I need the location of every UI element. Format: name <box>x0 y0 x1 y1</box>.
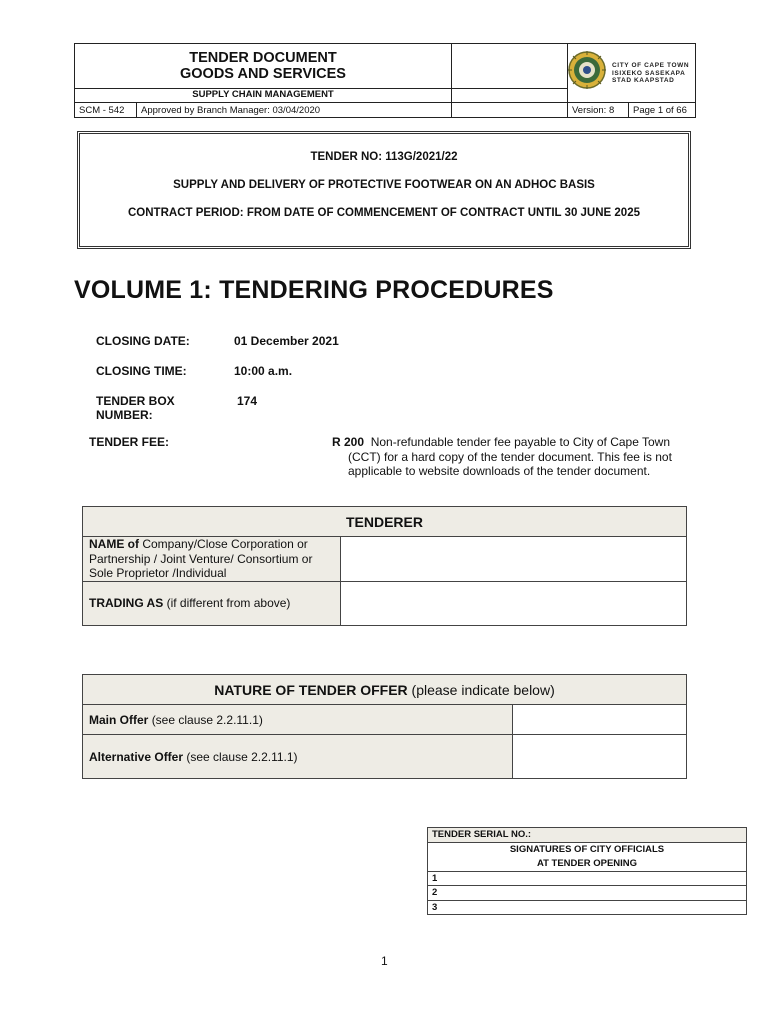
serial-number-table <box>427 827 747 915</box>
doc-code: SCM - 542 <box>79 105 125 116</box>
alternative-offer-label <box>83 735 513 779</box>
tender-fee-text-line2: (CCT) for a hard copy of the tender document. This fee is not <box>348 449 672 464</box>
tender-box-label <box>96 394 175 422</box>
tender-box-label-line1: TENDER BOX <box>96 394 175 408</box>
tender-box-label-line2: NUMBER: <box>96 408 153 422</box>
company-name-rest-3: Sole Proprietor /Individual <box>89 566 227 580</box>
page-number: 1 <box>381 954 388 968</box>
version-text: Version: 8 <box>572 105 615 116</box>
trading-as-rest: (if different from above) <box>166 596 291 610</box>
contract-period: CONTRACT PERIOD: FROM DATE OF COMMENCEMENT OF CONTRACT UNTIL 30 JUNE 2025 <box>128 207 640 219</box>
signature-row-1[interactable]: 1 <box>428 871 747 886</box>
tender-fee-label: TENDER FEE: <box>89 435 170 449</box>
closing-date-value: 01 December 2021 <box>234 334 339 348</box>
header-subtitle: SUPPLY CHAIN MANAGEMENT <box>192 89 334 100</box>
approval-text: Approved by Branch Manager: 03/04/2020 <box>141 105 321 116</box>
volume-title: VOLUME 1: TENDERING PROCEDURES <box>74 276 554 304</box>
tender-description: SUPPLY AND DELIVERY OF PROTECTIVE FOOTWEAR ON AN ADHOC BASIS <box>173 179 595 191</box>
signature-row-2[interactable]: 2 <box>428 886 747 901</box>
alternative-offer-rest: (see clause 2.2.11.1) <box>186 749 298 764</box>
logo-line1: CITY OF CAPE TOWN <box>612 62 690 69</box>
signatures-heading-line2: AT TENDER OPENING <box>536 857 638 869</box>
offer-heading <box>83 675 687 705</box>
logo-line3: STAD KAAPSTAD <box>612 77 675 84</box>
trading-as-field[interactable] <box>341 581 687 625</box>
logo-text <box>612 62 689 85</box>
main-offer-bold: Main Offer <box>89 712 149 727</box>
tender-fee-text <box>332 435 702 479</box>
offer-table <box>82 674 687 779</box>
main-offer-rest: (see clause 2.2.11.1) <box>151 712 263 727</box>
serial-number-label: TENDER SERIAL NO.: <box>428 828 747 843</box>
main-offer-label <box>83 705 513 735</box>
company-name-bold: NAME of <box>89 537 139 551</box>
company-name-rest-2: Partnership / Joint Venture/ Consortium or <box>89 551 313 566</box>
signatures-heading-line1: SIGNATURES OF CITY OFFICIALS <box>509 843 665 855</box>
closing-time-value: 10:00 a.m. <box>234 364 293 378</box>
closing-date-label: CLOSING DATE: <box>96 334 190 348</box>
alternative-offer-field[interactable] <box>513 735 687 779</box>
tenderer-table <box>82 506 687 626</box>
header-title-line1: TENDER DOCUMENT <box>189 50 337 66</box>
city-logo <box>567 50 695 90</box>
tender-fee-text-line3: applicable to website downloads of the tender document. <box>348 464 651 478</box>
closing-time-label: CLOSING TIME: <box>96 364 187 378</box>
company-name-field[interactable] <box>341 537 687 582</box>
signatures-heading <box>428 842 747 871</box>
tender-fee-text-line1: Non-refundable tender fee payable to City of Cape Town <box>370 435 671 449</box>
main-offer-field[interactable] <box>513 705 687 735</box>
alternative-offer-bold: Alternative Offer <box>89 749 184 764</box>
offer-heading-rest: (please indicate below) <box>411 681 555 698</box>
page-count: Page 1 of 66 <box>633 105 687 116</box>
tenderer-heading: TENDERER <box>83 507 687 537</box>
document-header <box>74 43 696 118</box>
logo-line2: ISIXEKO SASEKAPA <box>612 69 686 77</box>
header-title <box>75 50 451 82</box>
city-emblem-icon <box>567 50 607 90</box>
company-name-label <box>83 537 341 582</box>
company-name-rest-1: Company/Close Corporation or <box>142 537 308 551</box>
trading-as-bold: TRADING AS <box>89 596 164 610</box>
offer-heading-bold: NATURE OF TENDER OFFER <box>214 681 408 698</box>
header-title-line2: GOODS AND SERVICES <box>180 66 346 82</box>
signature-row-3[interactable]: 3 <box>428 900 747 915</box>
tender-fee-amount: R 200 <box>332 435 365 449</box>
tender-box-value: 174 <box>237 394 258 408</box>
tender-number: TENDER NO: 113G/2021/22 <box>310 151 458 163</box>
trading-as-label <box>83 581 341 625</box>
tender-info-box <box>77 131 691 249</box>
